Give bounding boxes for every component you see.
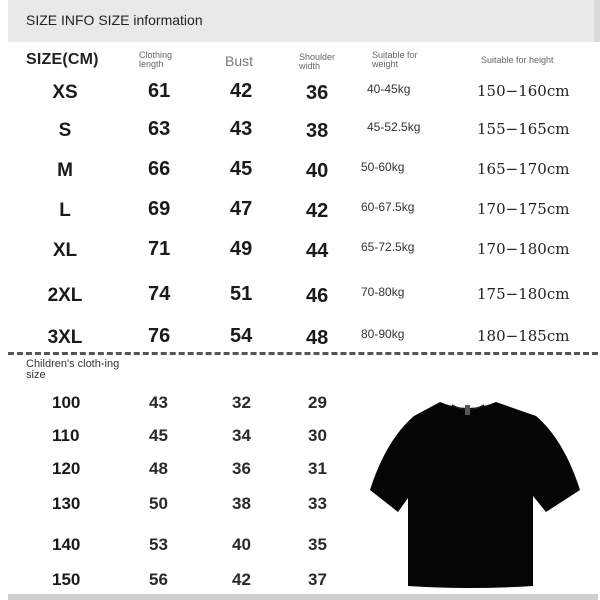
section-divider — [8, 352, 598, 355]
edge-strip — [594, 0, 600, 42]
shoulder-column-header — [299, 53, 335, 71]
adult-bust-cell: 54 — [230, 325, 253, 347]
weight-header-line2: weight — [372, 59, 399, 69]
adult-height-cell: 170−175cm — [477, 200, 570, 218]
length-column-header — [139, 51, 172, 69]
adult-length-cell: 74 — [148, 283, 171, 305]
adult-shoulder-cell: 36 — [306, 82, 329, 104]
adult-bust-cell: 47 — [230, 198, 253, 220]
adult-shoulder-cell: 46 — [306, 285, 329, 307]
child-shoulder-cell: 37 — [308, 570, 327, 589]
child-shoulder-cell: 31 — [308, 459, 327, 478]
adult-bust-cell: 49 — [230, 238, 253, 260]
adult-bust-cell: 51 — [230, 283, 253, 305]
child-bust-cell: 34 — [232, 426, 251, 445]
adult-shoulder-cell: 42 — [306, 200, 329, 222]
adult-length-cell: 61 — [148, 80, 171, 102]
adult-length-cell: 69 — [148, 198, 171, 220]
child-length-cell: 53 — [149, 535, 168, 554]
adult-height-cell: 175−180cm — [477, 285, 570, 303]
child-bust-cell: 40 — [232, 535, 251, 554]
shoulder-header-line2: width — [299, 61, 321, 71]
adult-size-cell: XS — [52, 82, 78, 103]
weight-header-line1: Suitable for — [372, 50, 418, 60]
adult-shoulder-cell: 38 — [306, 120, 329, 142]
child-bust-cell: 32 — [232, 393, 251, 412]
child-bust-cell: 42 — [232, 570, 251, 589]
child-size-cell: 130 — [52, 494, 81, 513]
header-bar — [8, 0, 598, 42]
child-bust-cell: 38 — [232, 494, 251, 513]
adult-size-cell: S — [58, 120, 72, 141]
children-section-label: Children's cloth-ing size — [26, 358, 120, 381]
adult-weight-cell: 60-67.5kg — [361, 200, 415, 214]
bust-column-header: Bust — [225, 53, 254, 69]
child-length-cell: 48 — [149, 459, 168, 478]
adult-length-cell: 63 — [148, 118, 171, 140]
adult-weight-cell: 65-72.5kg — [361, 240, 415, 254]
child-shoulder-cell: 35 — [308, 535, 327, 554]
adult-height-cell: 180−185cm — [477, 327, 570, 345]
adult-weight-cell: 80-90kg — [361, 327, 405, 341]
adult-height-cell: 170−180cm — [477, 240, 570, 258]
adult-weight-cell: 70-80kg — [361, 285, 405, 299]
child-shoulder-cell: 30 — [308, 426, 327, 445]
child-length-cell: 50 — [149, 494, 168, 513]
adult-length-cell: 71 — [148, 238, 171, 260]
adult-size-cell: M — [57, 160, 73, 181]
adult-size-cell: 2XL — [47, 285, 83, 306]
child-shoulder-cell: 29 — [308, 393, 327, 412]
adult-size-cell: XL — [52, 240, 78, 261]
child-size-cell: 120 — [52, 459, 81, 478]
adult-height-cell: 150−160cm — [477, 82, 570, 100]
weight-column-header — [372, 51, 418, 69]
child-shoulder-cell: 33 — [308, 494, 327, 513]
adult-bust-cell: 45 — [230, 158, 253, 180]
adult-size-cell: 3XL — [47, 327, 83, 348]
adult-length-cell: 66 — [148, 158, 171, 180]
bottom-strip — [8, 594, 598, 600]
adult-shoulder-cell: 48 — [306, 327, 329, 349]
adult-shoulder-cell: 40 — [306, 160, 329, 182]
child-bust-cell: 36 — [232, 459, 251, 478]
adult-bust-cell: 43 — [230, 118, 253, 140]
height-column-header: Suitable for height — [481, 55, 554, 65]
adult-weight-cell: 50-60kg — [361, 160, 405, 174]
child-length-cell: 45 — [149, 426, 168, 445]
adult-height-cell: 155−165cm — [477, 120, 570, 138]
adult-length-cell: 76 — [148, 325, 171, 347]
child-size-cell: 110 — [52, 426, 80, 445]
adult-weight-cell: 45-52.5kg — [367, 120, 421, 134]
adult-bust-cell: 42 — [230, 80, 253, 102]
adult-size-cell: L — [59, 200, 71, 221]
length-header-line2: length — [139, 59, 164, 69]
child-length-cell: 43 — [149, 393, 168, 412]
shoulder-header-line1: Shoulder — [299, 52, 336, 62]
length-header-line1: Clothing — [139, 50, 173, 60]
adult-shoulder-cell: 44 — [306, 240, 329, 262]
adult-height-cell: 165−170cm — [477, 160, 570, 178]
black-tshirt-icon — [368, 392, 583, 588]
page-title: SIZE INFO SIZE information — [26, 12, 203, 28]
child-size-cell: 150 — [52, 570, 81, 589]
child-length-cell: 56 — [149, 570, 168, 589]
size-column-header: SIZE(CM) — [26, 51, 99, 68]
child-size-cell: 140 — [52, 535, 81, 554]
adult-weight-cell: 40-45kg — [367, 82, 411, 96]
child-size-cell: 100 — [52, 393, 81, 412]
